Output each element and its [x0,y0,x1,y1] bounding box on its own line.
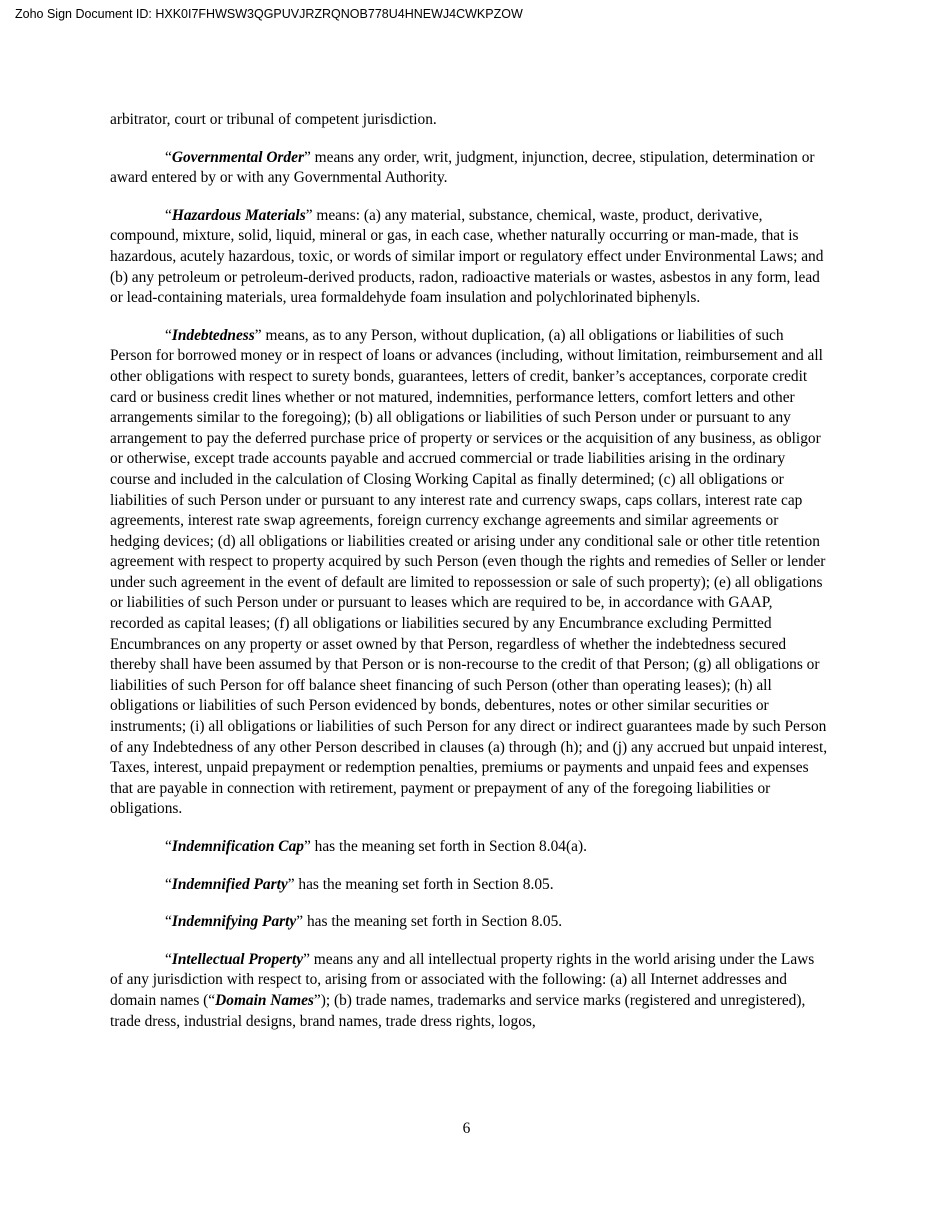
definition-text: has the meaning set forth in Section 8.05. [294,875,554,893]
definition-indemnifying-party: “Indemnifying Party” has the meaning set forth in Section 8.05. [165,913,563,931]
page-number: 6 [462,1120,471,1137]
paragraph-text: arbitrator, court or tribunal of competent jurisdiction. [110,111,437,128]
definition-text: means: (a) any material, substance, chemical, waste, product, derivative, compound, mixture, solid, liquid, mineral or gas, in each case, whether naturally occurring or man-made, that is hazardous, acutely hazardous, toxic, or words of similar import or regulatory effect under Environmental Laws; and (b) any petroleum or petroleum-derived products, radon, radioactive materials or wastes, asbestos in any form, lead or lead-containing materials, urea formaldehyde foam insulation and polychlorinated biphenyls. [110,206,824,307]
document-id: Zoho Sign Document ID: HXK0I7FHWSW3QGPUVJRZRQNOB778U4HNEWJ4CWKPZOW [15,7,523,21]
definition-text: has the meaning set forth in Section 8.05. [303,913,563,931]
definition-indebtedness: “Indebtedness” means, as to any Person, without duplication, (a) all obligations or liabilities of such Person for borrowed money or in respect of loans or advances (including, without limitation, reimbursement and all other obligations with respect to surety bonds, guarantees, letters of credit, banker’s acceptances, corporate credit card or business credit lines whether or not matured, indemnities, performance letters, comfort letters and other arrangements similar to the foregoing); (b) all obligations or liabilities of such Person under or pursuant to any arrangement to pay the deferred purchase price of property or services or the acquisition of any business, as obligor or otherwise, except trade accounts payable and accrued commercial or trade liabilities arising in the ordinary course and included in the calculation of Closing Working Capital as finally determined; (c) all obligations or liabilities of such Person under or pursuant to any interest rate and currency swaps, caps collars, interest rate cap agreements, interest rate swap agreements, foreign currency exchange agreements and similar agreements or hedging devices; (d) all obligations or liabilities created or arising under any conditional sale or other title retention agreement with respect to property acquired by such Person (even though the rights and remedies of Seller or lender under such agreement in the event of default are limited to repossession or sale of such property); (e) all obligations or liabilities of such Person under or pursuant to leases which are required to be, in accordance with GAAP, recorded as capital leases; (f) all obligations or liabilities secured by any Encumbrance excluding Permitted Encumbrances on any property or asset owned by that Person, regardless of whether the indebtedness secured thereby shall have been assumed by that Person or is non-recourse to the credit of that Person; (g) all obligations or liabilities of such Person for off balance sheet financing of such Person (other than operating leases); (h) all obligations or liabilities of such Person evidenced by bonds, debentures, notes or other similar securities or instruments; (i) all obligations or liabilities of such Person for any direct or indirect guarantees made by such Person of any Indebtedness of any other Person described in clauses (a) through (h); and (j) any accrued but unpaid interest, Taxes, interest, unpaid prepayment or redemption penalties, premiums or payments and unpaid fees and expenses that are payable in connection with retirement, payment or prepayment of any of the foregoing liabilities or obligations. [110,326,828,818]
definition-text: means any and all intellectual property rights in the world arising under the Laws of any jurisdiction with respect to, arising from or associated with the following: (a) all Internet addresses and domain names (“ [110,950,815,1009]
defined-term: Indemnifying Party [171,913,297,931]
defined-term: Governmental Order [171,148,304,166]
definition-text: means, as to any Person, without duplication, (a) all obligations or liabilities of such Person for borrowed money or in respect of loans or advances (including, without limitation, reimbursement and all other obligations with respect to surety bonds, guarantees, letters of credit, banker’s acceptances, corporate credit card or business credit lines whether or not matured, indemnities, performance letters, comfort letters and other arrangements similar to the foregoing); (b) all obligations or liabilities of such Person under or pursuant to any arrangement to pay the deferred purchase price of property or services or the acquisition of any business, as obligor or otherwise, except trade accounts payable and accrued commercial or trade liabilities arising in the ordinary course and included in the calculation of Closing Working Capital as finally determined; (c) all obligations or liabilities of such Person under or pursuant to any interest rate and currency swaps, caps collars, interest rate cap agreements, interest rate swap agreements, foreign currency exchange agreements and similar agreements or hedging devices; (d) all obligations or liabilities created or arising under any conditional sale or other title retention agreement with respect to property acquired by such Person (even though the rights and remedies of Seller or lender under such agreement in the event of default are limited to repossession or sale of such property); (e) all obligations or liabilities of such Person under or pursuant to leases which are required to be, in accordance with GAAP, recorded as capital leases; (f) all obligations or liabilities secured by any Encumbrance excluding Permitted Encumbrances on any property or asset owned by that Person, regardless of whether the indebtedness secured thereby shall have been assumed by that Person or is non-recourse to the credit of that Person; (g) all obligations or liabilities of such Person for off balance sheet financing of such Person (other than operating leases); (h) all obligations or liabilities of such Person evidenced by bonds, debentures, notes or other similar securities or instruments; (i) all obligations or liabilities of such Person for any direct or indirect guarantees made by such Person of any Indebtedness of any other Person described in clauses (a) through (h); and (j) any accrued but unpaid interest, Taxes, interest, unpaid prepayment or redemption penalties, premiums or payments and unpaid fees and expenses that are payable in connection with retirement, payment or prepayment of any of the foregoing liabilities or obligations. [110,326,828,818]
definition-text: means any order, writ, judgment, injunction, decree, stipulation, determination or award entered by or with any Governmental Authority. [110,148,815,187]
definition-indemnification-cap: “Indemnification Cap” has the meaning set forth in Section 8.04(a). [165,838,587,855]
paragraph-continuation [110,110,828,131]
inline-defined-term: Domain Names [215,991,314,1009]
definition-text: has the meaning set forth in Section 8.04(a). [310,838,587,855]
defined-term: Indemnified Party [171,875,288,893]
defined-term: Intellectual Property [171,950,304,968]
definition-intellectual-property: “Intellectual Property” means any and all intellectual property rights in the world arising under the Laws of any jurisdiction with respect to, arising from or associated with the following: (a) all Internet addresses and domain names (“Domain Names”); (b) trade names, trademarks and service marks (registered and unregistered), trade dress, industrial designs, brand names, trade dress rights, logos, [110,950,815,1030]
defined-term: Indebtedness [171,326,255,344]
definition-indemnified-party: “Indemnified Party” has the meaning set forth in Section 8.05. [165,875,554,893]
definition-governmental-order: “Governmental Order” means any order, writ, judgment, injunction, decree, stipulation, determination or award entered by or with any Governmental Authority. [110,148,815,187]
document-body [110,110,828,1049]
definition-text: ”); (b) trade names, trademarks and service marks (registered and unregistered), trade dress, industrial designs, brand names, trade dress rights, logos, [110,991,806,1030]
definition-hazardous-materials: “Hazardous Materials” means: (a) any material, substance, chemical, waste, product, derivative, compound, mixture, solid, liquid, mineral or gas, in each case, whether naturally occurring or man-made, that is hazardous, acutely hazardous, toxic, or words of similar import or regulatory effect under Environmental Laws; and (b) any petroleum or petroleum-derived products, radon, radioactive materials or wastes, asbestos in any form, lead or lead-containing materials, urea formaldehyde foam insulation and polychlorinated biphenyls. [110,206,824,307]
defined-term: Hazardous Materials [171,206,306,224]
defined-term: Indemnification Cap [171,838,304,855]
